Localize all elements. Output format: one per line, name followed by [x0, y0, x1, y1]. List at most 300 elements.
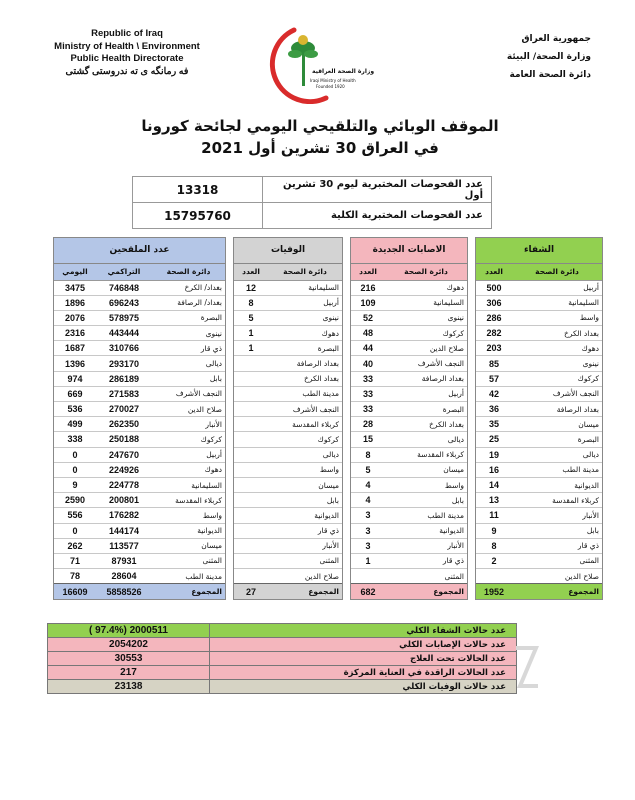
- daily-cell: 2316: [54, 326, 96, 341]
- department-cell: ميسان: [385, 462, 467, 477]
- header-right-line1: جمهورية العراق: [521, 34, 591, 44]
- ministry-logo: [264, 22, 375, 104]
- daily-cell: 669: [54, 386, 96, 401]
- table-row: [234, 371, 342, 386]
- table-row: [351, 447, 467, 462]
- cumulative-cell: 87931: [96, 553, 152, 568]
- department-cell: واسط: [268, 462, 342, 477]
- daily-cell: 1687: [54, 341, 96, 356]
- count-cell: 286: [476, 310, 512, 325]
- header-right-line3: دائرة الصحة العامة: [509, 70, 591, 80]
- deaths-total: 27: [234, 584, 268, 599]
- count-cell: 3: [351, 508, 385, 523]
- page-title: [120, 115, 520, 159]
- department-cell: كركوك: [385, 326, 467, 341]
- summary-cases-value: 2054202: [48, 638, 210, 652]
- daily-cell: 262: [54, 538, 96, 553]
- table-row: [351, 462, 467, 477]
- recoveries-total: 1952: [476, 584, 512, 599]
- count-cell: 11: [476, 508, 512, 523]
- count-cell: [234, 371, 268, 386]
- department-cell: واسط: [152, 508, 225, 523]
- daily-cell: 338: [54, 432, 96, 447]
- cumulative-cell: 262350: [96, 417, 152, 432]
- table-row: [476, 310, 602, 325]
- count-cell: 44: [351, 341, 385, 356]
- count-cell: 28: [351, 417, 385, 432]
- table-row: [54, 371, 225, 386]
- summary-recoveries-label: عدد حالات الشفاء الكلي: [210, 624, 517, 638]
- cumulative-cell: 270027: [96, 402, 152, 417]
- recoveries-total-label: المجموع: [512, 584, 602, 599]
- department-cell: الديوانية: [385, 523, 467, 538]
- count-cell: 3: [351, 523, 385, 538]
- department-cell: بغداد الرصافة: [385, 371, 467, 386]
- header-left-line3: Public Health Directorate: [70, 53, 184, 64]
- department-cell: بغداد الكرخ: [512, 326, 602, 341]
- count-cell: [234, 432, 268, 447]
- table-row: [54, 295, 225, 310]
- department-cell: بغداد الكرخ: [385, 417, 467, 432]
- cumulative-cell: 293170: [96, 356, 152, 371]
- department-cell: ميسان: [268, 477, 342, 492]
- department-cell: بابل: [512, 523, 602, 538]
- department-cell: واسط: [385, 477, 467, 492]
- header-right-line2: وزارة الصحة/ البيئة: [506, 52, 591, 62]
- daily-cell: 9: [54, 477, 96, 492]
- count-cell: 16: [476, 462, 512, 477]
- table-row: [54, 477, 225, 492]
- daily-cell: 2590: [54, 493, 96, 508]
- daily-cell: 78: [54, 569, 96, 584]
- count-cell: 14: [476, 477, 512, 492]
- summary-table: [47, 623, 517, 694]
- department-cell: السليمانية: [268, 280, 342, 295]
- department-cell: الديوانية: [512, 477, 602, 492]
- vaccinated-total-row: [54, 584, 225, 599]
- table-row: [351, 280, 467, 295]
- cases-rows: [351, 280, 467, 584]
- table-row: [476, 371, 602, 386]
- department-cell: نينوى: [385, 310, 467, 325]
- department-cell: دهوك: [385, 280, 467, 295]
- count-cell: 12: [234, 280, 268, 295]
- count-cell: [234, 553, 268, 568]
- cumulative-cell: 144174: [96, 523, 152, 538]
- vaccinated-table: [53, 237, 226, 600]
- table-row: [476, 432, 602, 447]
- recoveries-col-dept: دائرة الصحة: [512, 263, 602, 280]
- daily-tests-value: 13318: [133, 177, 263, 203]
- cumulative-cell: 247670: [96, 447, 152, 462]
- count-cell: 8: [234, 295, 268, 310]
- department-cell: ذي قار: [512, 538, 602, 553]
- cases-title: الاصابات الجديدة: [351, 238, 467, 263]
- count-cell: 33: [351, 371, 385, 386]
- department-cell: كركوك: [512, 371, 602, 386]
- department-cell: ميسان: [152, 538, 225, 553]
- table-row: [476, 462, 602, 477]
- department-cell: الأنبار: [512, 508, 602, 523]
- cumulative-cell: 271583: [96, 386, 152, 401]
- table-row: [476, 447, 602, 462]
- table-row: [476, 493, 602, 508]
- department-cell: المثنى: [152, 553, 225, 568]
- daily-tests-row: [133, 177, 492, 203]
- vaccinated-total-daily: 16609: [54, 584, 96, 599]
- count-cell: 9: [476, 523, 512, 538]
- table-row: [476, 356, 602, 371]
- count-cell: [234, 538, 268, 553]
- department-cell: الأنبار: [385, 538, 467, 553]
- table-row: [476, 553, 602, 568]
- department-cell: كربلاء المقدسة: [385, 447, 467, 462]
- department-cell: بابل: [268, 493, 342, 508]
- header-left-line2: Ministry of Health \ Environment: [54, 40, 200, 52]
- table-row: [234, 417, 342, 432]
- daily-cell: 0: [54, 447, 96, 462]
- cases-total: 682: [351, 584, 385, 599]
- count-cell: [476, 569, 512, 584]
- department-cell: كركوك: [268, 432, 342, 447]
- department-cell: ديالى: [512, 447, 602, 462]
- count-cell: [234, 477, 268, 492]
- count-cell: [234, 447, 268, 462]
- department-cell: بغداد الرصافة: [512, 402, 602, 417]
- cases-col-num: العدد: [351, 263, 385, 280]
- table-row: [234, 295, 342, 310]
- table-row: [351, 538, 467, 553]
- logo-text-en2: Founded 1920: [316, 84, 345, 89]
- count-cell: [234, 569, 268, 584]
- count-cell: 15: [351, 432, 385, 447]
- table-row: [234, 477, 342, 492]
- table-row: [54, 402, 225, 417]
- table-row: [234, 386, 342, 401]
- table-row: [234, 553, 342, 568]
- count-cell: 36: [476, 402, 512, 417]
- table-row: [351, 553, 467, 568]
- deaths-total-label: المجموع: [268, 584, 342, 599]
- table-row: [234, 402, 342, 417]
- count-cell: 3: [351, 538, 385, 553]
- title-line2: في العراق 30 تشرين أول 2021: [201, 139, 439, 157]
- table-row: [54, 326, 225, 341]
- department-cell: الديوانية: [152, 523, 225, 538]
- header-left: [42, 28, 212, 78]
- table-row: [476, 386, 602, 401]
- cumulative-cell: 176282: [96, 508, 152, 523]
- department-cell: كربلاء المقدسة: [152, 493, 225, 508]
- department-cell: نينوى: [512, 356, 602, 371]
- table-row: [234, 462, 342, 477]
- daily-cell: 3475: [54, 280, 96, 295]
- department-cell: مدينة الطب: [268, 386, 342, 401]
- table-row: [234, 341, 342, 356]
- table-row: [351, 356, 467, 371]
- daily-cell: 71: [54, 553, 96, 568]
- deaths-col-num: العدد: [234, 263, 268, 280]
- table-row: [476, 538, 602, 553]
- header-left-line4: فه رمانگه ی ته ندروستی گشتی: [65, 65, 189, 77]
- table-row: [54, 569, 225, 584]
- count-cell: [234, 493, 268, 508]
- table-row: [54, 310, 225, 325]
- table-row: [54, 356, 225, 371]
- department-cell: مدينة الطب: [152, 569, 225, 584]
- department-cell: دهوك: [512, 341, 602, 356]
- department-cell: السليمانية: [512, 295, 602, 310]
- table-row: [234, 356, 342, 371]
- total-tests-label: عدد الفحوصات المختبرية الكلية: [263, 203, 492, 229]
- daily-cell: 1396: [54, 356, 96, 371]
- department-cell: المثنى: [268, 553, 342, 568]
- summary-treatment-value: 30553: [48, 652, 210, 666]
- summary-row: [48, 666, 517, 680]
- cases-total-label: المجموع: [385, 584, 467, 599]
- vaccinated-col-cum: التراكمي: [96, 263, 152, 280]
- count-cell: [234, 508, 268, 523]
- table-row: [234, 280, 342, 295]
- daily-cell: 1896: [54, 295, 96, 310]
- daily-cell: 974: [54, 371, 96, 386]
- count-cell: 33: [351, 402, 385, 417]
- table-row: [476, 569, 602, 584]
- table-row: [476, 402, 602, 417]
- count-cell: [234, 402, 268, 417]
- department-cell: الديوانية: [268, 508, 342, 523]
- count-cell: 1: [234, 326, 268, 341]
- cumulative-cell: 578975: [96, 310, 152, 325]
- count-cell: 13: [476, 493, 512, 508]
- department-cell: بغداد/ الكرخ: [152, 280, 225, 295]
- count-cell: 203: [476, 341, 512, 356]
- table-row: [351, 417, 467, 432]
- table-row: [54, 523, 225, 538]
- summary-deaths-value: 23138: [48, 680, 210, 694]
- department-cell: نينوى: [268, 310, 342, 325]
- vaccinated-title: عدد الملقحين: [54, 238, 225, 263]
- logo-text-en1: Iraqi Ministry of Health: [310, 78, 356, 83]
- recoveries-title: الشفاء: [476, 238, 602, 263]
- summary-row: [48, 652, 517, 666]
- table-row: [476, 326, 602, 341]
- cumulative-cell: 113577: [96, 538, 152, 553]
- table-row: [351, 493, 467, 508]
- table-row: [54, 553, 225, 568]
- department-cell: المثنى: [385, 569, 467, 584]
- count-cell: 57: [476, 371, 512, 386]
- count-cell: 8: [476, 538, 512, 553]
- department-cell: أربيل: [385, 386, 467, 401]
- table-row: [54, 432, 225, 447]
- table-row: [54, 462, 225, 477]
- department-cell: بغداد الكرخ: [268, 371, 342, 386]
- department-cell: الأنبار: [152, 417, 225, 432]
- count-cell: [234, 523, 268, 538]
- table-row: [234, 538, 342, 553]
- department-cell: البصرة: [152, 310, 225, 325]
- table-row: [54, 280, 225, 295]
- daily-tests-label: عدد الفحوصات المختبرية ليوم 30 تشرين أول: [263, 177, 492, 203]
- table-row: [351, 295, 467, 310]
- department-cell: البصرة: [268, 341, 342, 356]
- table-row: [476, 280, 602, 295]
- count-cell: [234, 356, 268, 371]
- vaccinated-total-label: المجموع: [152, 584, 225, 599]
- department-cell: بابل: [385, 493, 467, 508]
- count-cell: 52: [351, 310, 385, 325]
- department-cell: دهوك: [268, 326, 342, 341]
- deaths-table: [233, 237, 343, 600]
- count-cell: [234, 462, 268, 477]
- table-row: [476, 508, 602, 523]
- table-row: [351, 386, 467, 401]
- count-cell: 25: [476, 432, 512, 447]
- department-cell: بغداد الرصافة: [268, 356, 342, 371]
- summary-icu-value: 217: [48, 666, 210, 680]
- table-row: [476, 523, 602, 538]
- vaccinated-col-dept: دائرة الصحة: [152, 263, 225, 280]
- table-row: [54, 386, 225, 401]
- department-cell: ديالى: [152, 356, 225, 371]
- department-cell: صلاح الدين: [385, 341, 467, 356]
- count-cell: 1: [351, 553, 385, 568]
- count-cell: [351, 569, 385, 584]
- recoveries-total-row: [476, 584, 602, 599]
- total-tests-value: 15795760: [133, 203, 263, 229]
- lab-tests-table: [132, 176, 492, 229]
- table-row: [54, 417, 225, 432]
- count-cell: 282: [476, 326, 512, 341]
- department-cell: ذي قار: [385, 553, 467, 568]
- table-row: [351, 477, 467, 492]
- department-cell: صلاح الدين: [268, 569, 342, 584]
- department-cell: السليمانية: [152, 477, 225, 492]
- daily-cell: 2076: [54, 310, 96, 325]
- table-row: [54, 493, 225, 508]
- deaths-col-dept: دائرة الصحة: [268, 263, 342, 280]
- summary-icu-label: عدد الحالات الراقدة في العناية المركزة: [210, 666, 517, 680]
- department-cell: أربيل: [512, 280, 602, 295]
- table-row: [234, 493, 342, 508]
- count-cell: 4: [351, 477, 385, 492]
- department-cell: كربلاء المقدسة: [512, 493, 602, 508]
- table-row: [234, 523, 342, 538]
- summary-row: [48, 680, 517, 694]
- department-cell: ديالى: [385, 432, 467, 447]
- count-cell: 4: [351, 493, 385, 508]
- table-row: [351, 569, 467, 584]
- count-cell: 306: [476, 295, 512, 310]
- count-cell: 216: [351, 280, 385, 295]
- table-row: [351, 341, 467, 356]
- deaths-title: الوفيات: [234, 238, 342, 263]
- department-cell: كركوك: [152, 432, 225, 447]
- count-cell: [234, 386, 268, 401]
- recoveries-table: [475, 237, 603, 600]
- table-row: [476, 477, 602, 492]
- table-row: [54, 341, 225, 356]
- table-row: [54, 508, 225, 523]
- count-cell: 109: [351, 295, 385, 310]
- table-row: [234, 508, 342, 523]
- table-row: [351, 523, 467, 538]
- count-cell: 8: [351, 447, 385, 462]
- department-cell: النجف الأشرف: [385, 356, 467, 371]
- count-cell: [234, 417, 268, 432]
- daily-cell: 0: [54, 462, 96, 477]
- cases-col-dept: دائرة الصحة: [385, 263, 467, 280]
- department-cell: كربلاء المقدسة: [268, 417, 342, 432]
- department-cell: نينوى: [152, 326, 225, 341]
- table-row: [234, 432, 342, 447]
- header-left-line1: Republic of Iraq: [91, 28, 163, 39]
- daily-cell: 0: [54, 523, 96, 538]
- summary-deaths-label: عدد حالات الوفيات الكلي: [210, 680, 517, 694]
- cumulative-cell: 200801: [96, 493, 152, 508]
- cumulative-cell: 746848: [96, 280, 152, 295]
- recoveries-col-num: العدد: [476, 263, 512, 280]
- title-line1: الموقف الوبائي والتلقيحي اليومي لجائحة كورونا: [141, 117, 499, 135]
- department-cell: بابل: [152, 371, 225, 386]
- department-cell: مدينة الطب: [512, 462, 602, 477]
- recoveries-rows: [476, 280, 602, 584]
- department-cell: صلاح الدين: [512, 569, 602, 584]
- table-row: [234, 569, 342, 584]
- count-cell: 500: [476, 280, 512, 295]
- department-cell: واسط: [512, 310, 602, 325]
- total-tests-row: [133, 203, 492, 229]
- count-cell: 5: [351, 462, 385, 477]
- department-cell: أربيل: [152, 447, 225, 462]
- department-cell: المثنى: [512, 553, 602, 568]
- table-row: [351, 432, 467, 447]
- department-cell: البصرة: [512, 432, 602, 447]
- cases-total-row: [351, 584, 467, 599]
- count-cell: 48: [351, 326, 385, 341]
- count-cell: 40: [351, 356, 385, 371]
- cumulative-cell: 286189: [96, 371, 152, 386]
- count-cell: 1: [234, 341, 268, 356]
- summary-row: [48, 624, 517, 638]
- department-cell: ذي قار: [268, 523, 342, 538]
- department-cell: الأنبار: [268, 538, 342, 553]
- department-cell: السليمانية: [385, 295, 467, 310]
- count-cell: 19: [476, 447, 512, 462]
- header-right: [471, 30, 591, 84]
- department-cell: مدينة الطب: [385, 508, 467, 523]
- cumulative-cell: 310766: [96, 341, 152, 356]
- table-row: [234, 326, 342, 341]
- table-row: [234, 447, 342, 462]
- department-cell: البصرة: [385, 402, 467, 417]
- table-row: [476, 341, 602, 356]
- cumulative-cell: 696243: [96, 295, 152, 310]
- table-row: [476, 417, 602, 432]
- cases-table: [350, 237, 468, 600]
- count-cell: 33: [351, 386, 385, 401]
- department-cell: ديالى: [268, 447, 342, 462]
- vaccinated-col-daily: اليومي: [54, 263, 96, 280]
- department-cell: ذي قار: [152, 341, 225, 356]
- table-row: [54, 538, 225, 553]
- department-cell: أربيل: [268, 295, 342, 310]
- daily-cell: 556: [54, 508, 96, 523]
- daily-cell: 536: [54, 402, 96, 417]
- table-row: [351, 371, 467, 386]
- department-cell: النجف الأشرف: [268, 402, 342, 417]
